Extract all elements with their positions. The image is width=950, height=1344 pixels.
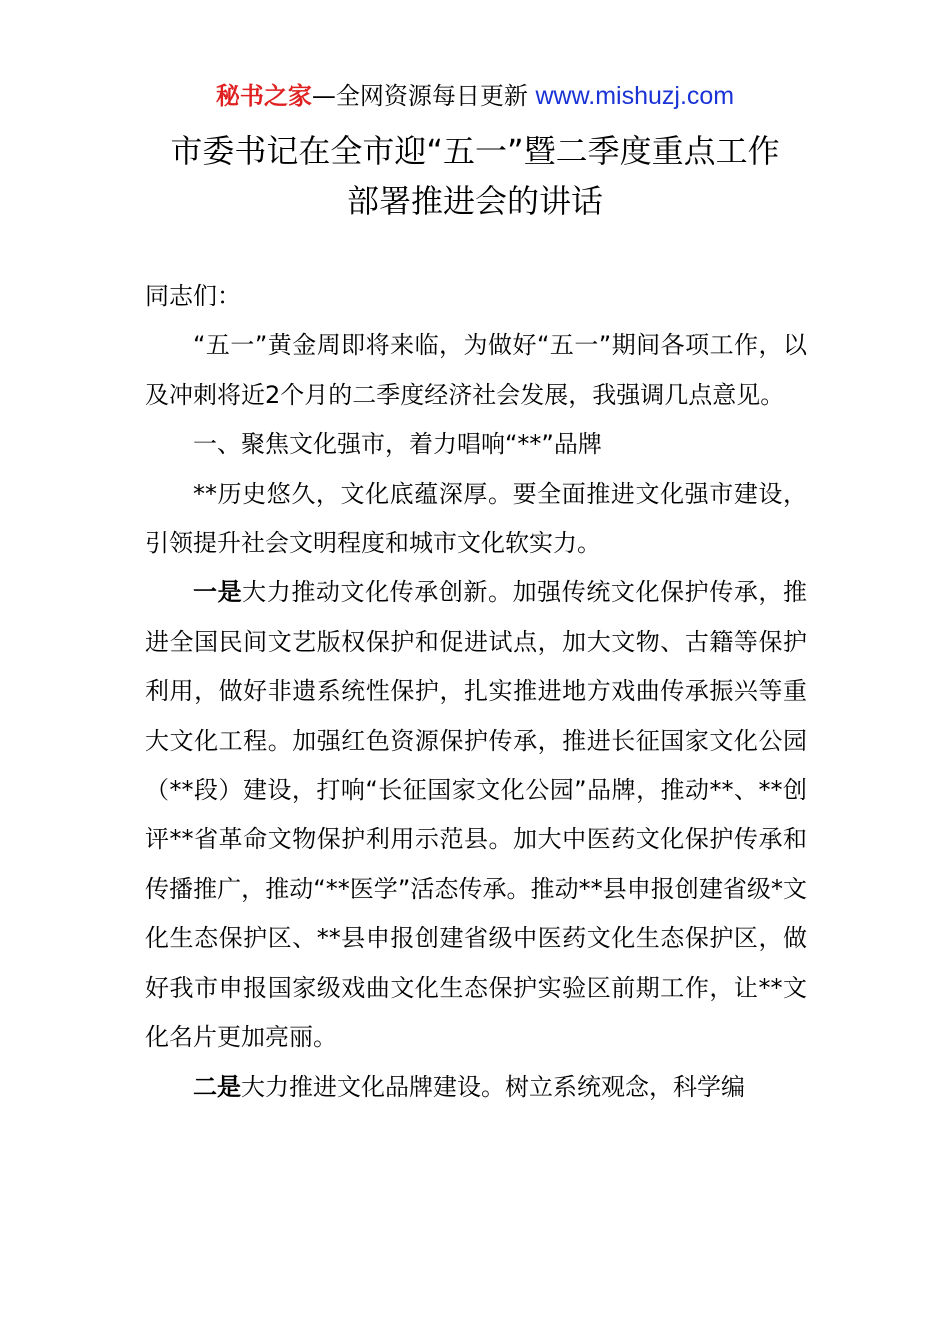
point-1-text: 大力推动文化传承创新。加强传统文化保护传承，推进全国民间文艺版权保护和促进试点，加大文物、古籍等保护利用，做好非遗系统性保护，扎实推进地方戏曲传承振兴等重大文化工程。加强红色资源保护传承，推进长征国家文化公园（**段）建设，打响“长征国家文化公园”品牌，推动**、**创评**省革命文物保护利用示范县。加大中医药文化保护传承和传播推广，推动“**医学”活态传承。推动**县申报创建省级*文化生态保护区、**县申报创建省级中医药文化生态保护区，做好我市申报国家级戏曲文化生态保护实验区前期工作，让**文化名片更加亮丽。 — [145, 578, 808, 1052]
intro-paragraph: “五一”黄金周即将来临，为做好“五一”期间各项工作，以及冲刺将近2个月的二季度经济社会发展，我强调几点意见。 — [145, 331, 807, 409]
section-1-intro: **历史悠久，文化底蕴深厚。要全面推进文化强市建设，引领提升社会文明程度和城市文化软实力。 — [145, 479, 807, 558]
salutation: 同志们： — [145, 282, 241, 310]
title-line-1: 市委书记在全市迎“五一”暨二季度重点工作 — [170, 132, 780, 170]
point-2-text: 大力推进文化品牌建设。树立系统观念，科学编 — [241, 1072, 745, 1101]
title-line-2: 部署推进会的讲话 — [346, 182, 603, 220]
point-2-lead: 二是 — [193, 1072, 241, 1101]
point-2-paragraph — [145, 1063, 807, 1112]
point-1-lead: 一是 — [193, 578, 243, 607]
point-1-paragraph — [145, 568, 807, 1062]
site-url-link[interactable]: www.mishuzj.com — [535, 82, 735, 110]
document-title — [0, 126, 950, 226]
site-header — [0, 80, 950, 112]
section-1-heading: 一、聚焦文化强市，着力唱响“**”品牌 — [193, 430, 602, 459]
brand-name: 秘书之家 — [215, 82, 312, 110]
document-body — [145, 272, 807, 1112]
header-slogan: —全网资源每日更新 — [311, 82, 528, 110]
